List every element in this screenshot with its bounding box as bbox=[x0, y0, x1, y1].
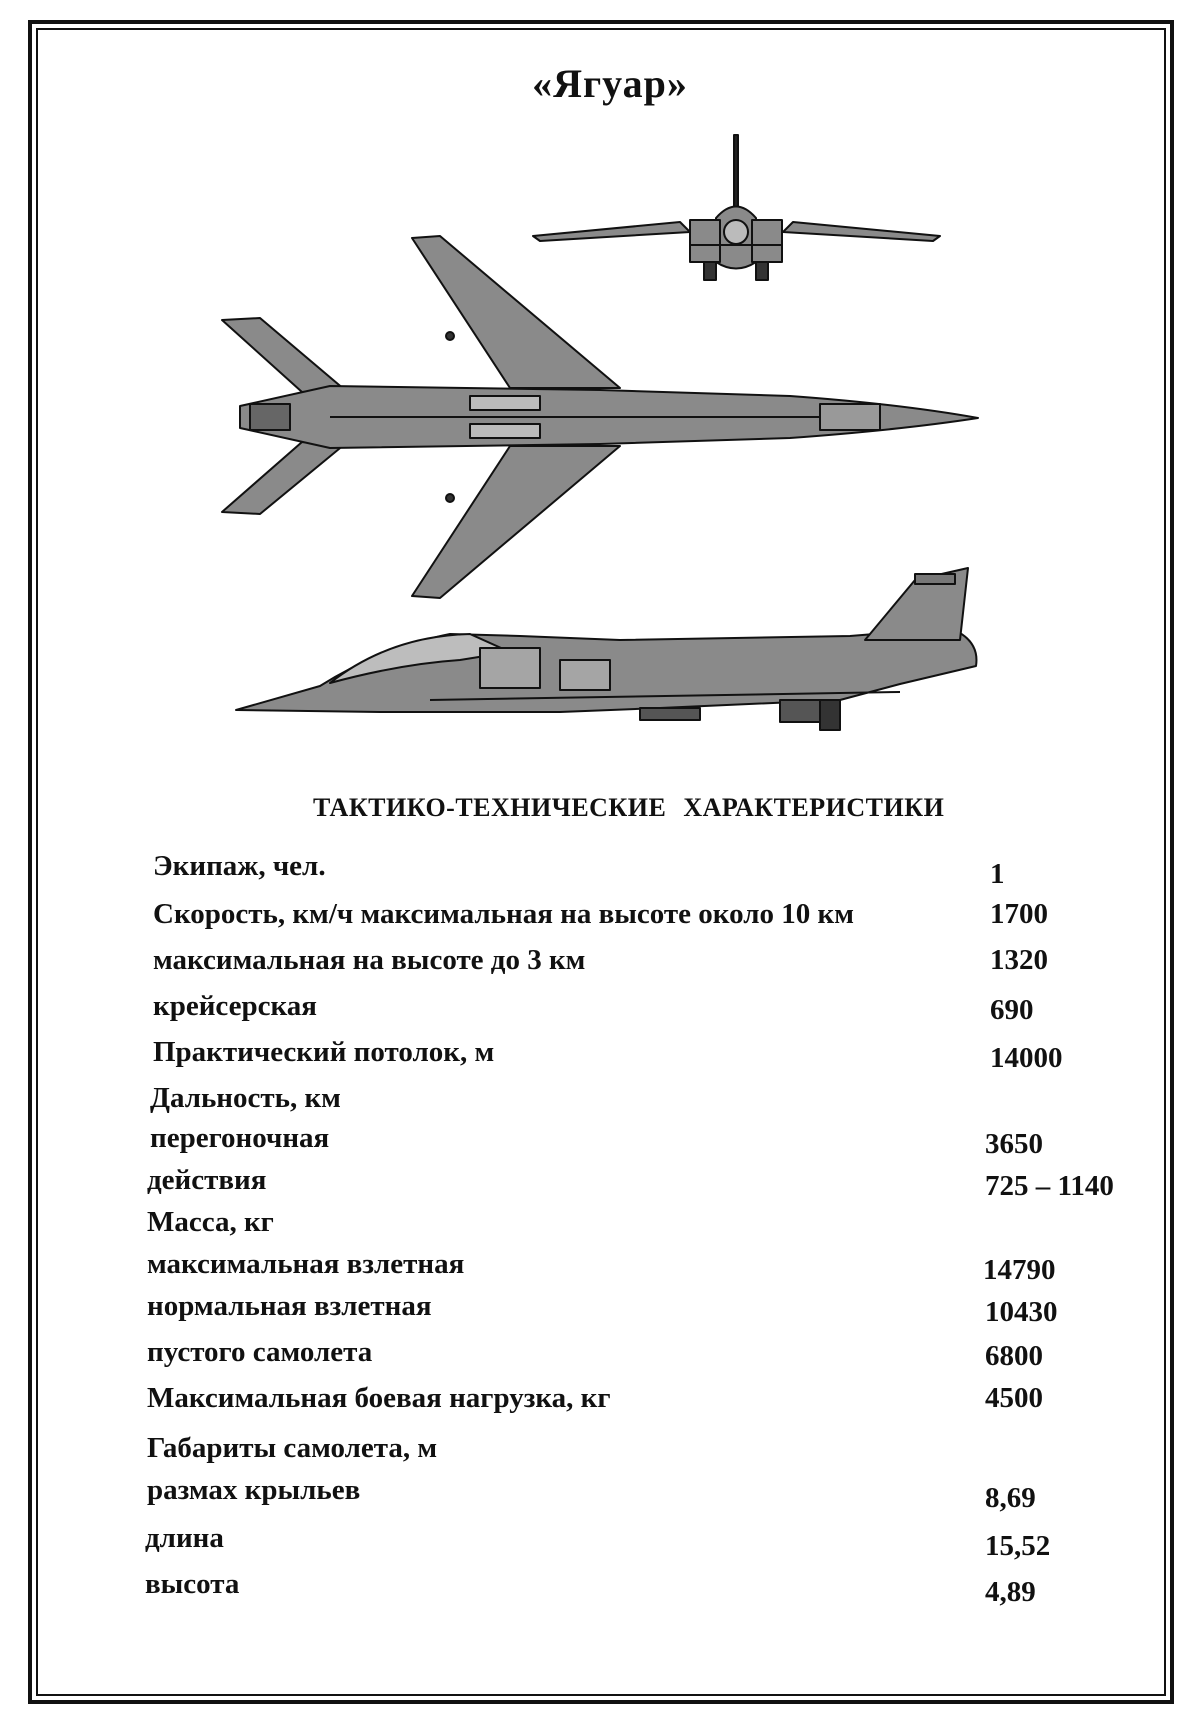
spec-row bbox=[0, 1382, 1200, 1422]
spec-value: 3650 bbox=[985, 1128, 1043, 1160]
spec-row bbox=[0, 1522, 1200, 1562]
spec-label: пустого самолета bbox=[147, 1336, 373, 1368]
spec-row bbox=[0, 1248, 1200, 1288]
spec-row bbox=[0, 898, 1200, 938]
spec-value: 14000 bbox=[990, 1042, 1063, 1074]
spec-value: 4,89 bbox=[985, 1576, 1036, 1608]
spec-label: Экипаж, чел. bbox=[153, 850, 326, 882]
spec-value: 1700 bbox=[990, 898, 1048, 930]
spec-row bbox=[0, 1164, 1200, 1204]
spec-label: Скорость, км/ч максимальная на высоте около 10 км bbox=[153, 898, 854, 930]
spec-value: 4500 bbox=[985, 1382, 1043, 1414]
spec-value: 15,52 bbox=[985, 1530, 1051, 1562]
spec-row bbox=[0, 1474, 1200, 1514]
front-view bbox=[533, 135, 940, 280]
spec-label: действия bbox=[147, 1164, 267, 1196]
spec-row bbox=[0, 1082, 1200, 1122]
spec-row bbox=[0, 1432, 1200, 1472]
spec-label: Максимальная боевая нагрузка, кг bbox=[147, 1382, 611, 1414]
spec-value: 1320 bbox=[990, 944, 1048, 976]
spec-row bbox=[0, 1122, 1200, 1162]
spec-label: нормальная взлетная bbox=[147, 1290, 432, 1322]
spec-label: размах крыльев bbox=[147, 1474, 361, 1506]
spec-row bbox=[0, 1036, 1200, 1076]
spec-row bbox=[0, 1568, 1200, 1608]
spec-row bbox=[0, 1206, 1200, 1246]
spec-value: 14790 bbox=[983, 1254, 1056, 1286]
spec-label: Габариты самолета, м bbox=[147, 1432, 438, 1464]
spec-label: Практический потолок, м bbox=[153, 1036, 495, 1068]
spec-label: перегоночная bbox=[150, 1122, 330, 1154]
spec-label: Масса, кг bbox=[147, 1206, 274, 1238]
spec-label: максимальная взлетная bbox=[147, 1248, 465, 1280]
spec-label: длина bbox=[145, 1522, 224, 1554]
spec-value: 6800 bbox=[985, 1340, 1043, 1372]
spec-value: 1 bbox=[990, 858, 1005, 890]
spec-row bbox=[0, 944, 1200, 984]
spec-label: высота bbox=[145, 1568, 240, 1600]
spec-value: 690 bbox=[990, 994, 1034, 1026]
side-view bbox=[236, 568, 976, 730]
page-title: «Ягуар» bbox=[532, 61, 688, 106]
spec-value: 725 – 1140 bbox=[985, 1170, 1114, 1202]
spec-row bbox=[0, 1290, 1200, 1330]
spec-label: максимальная на высоте до 3 км bbox=[153, 944, 586, 976]
top-view bbox=[222, 236, 978, 598]
aircraft-three-view-drawing bbox=[0, 0, 1200, 760]
spec-row bbox=[0, 990, 1200, 1030]
spec-value: 8,69 bbox=[985, 1482, 1036, 1514]
spec-row bbox=[0, 1336, 1200, 1376]
specs-heading: ТАКТИКО-ТЕХНИЧЕСКИЕ ХАРАКТЕРИСТИКИ bbox=[313, 793, 945, 822]
spec-label: Дальность, км bbox=[150, 1082, 341, 1114]
spec-label: крейсерская bbox=[153, 990, 317, 1022]
spec-row bbox=[0, 850, 1200, 890]
spec-value: 10430 bbox=[985, 1296, 1058, 1328]
